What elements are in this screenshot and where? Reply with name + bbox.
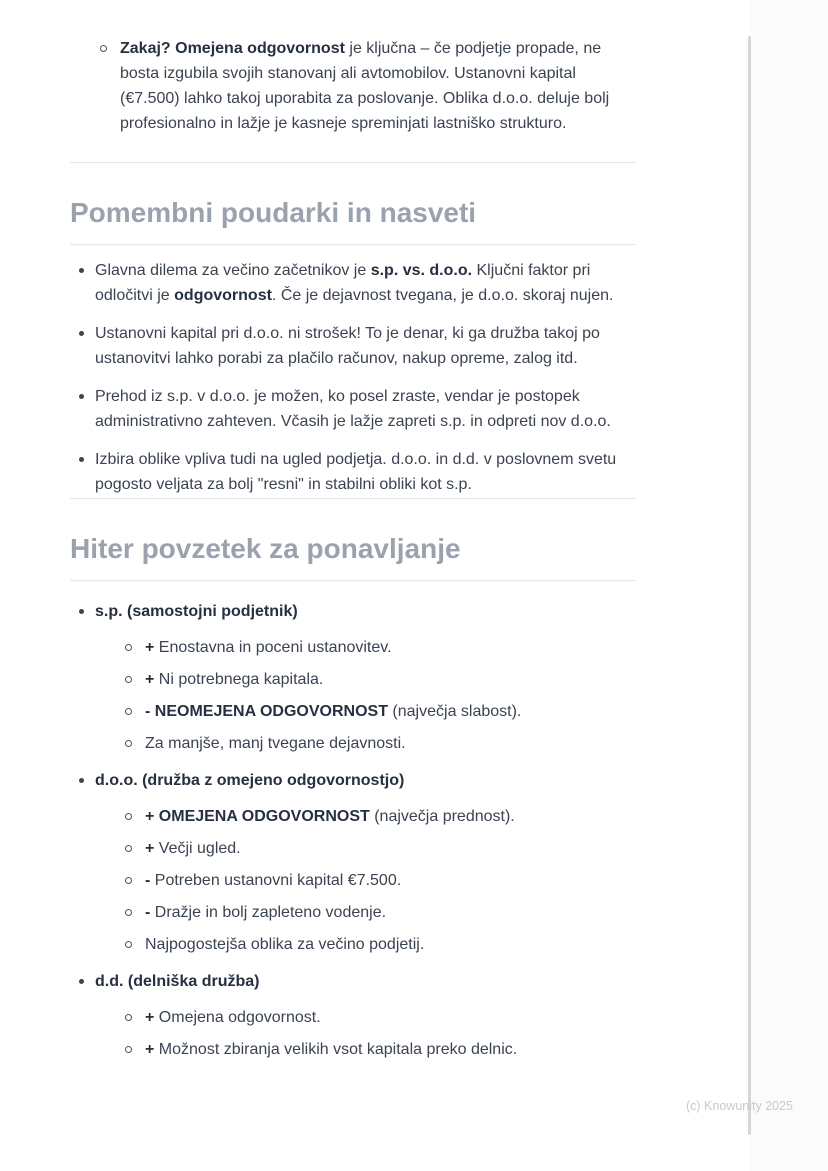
section-heading-highlights: Pomembni poudarki in nasveti [70, 197, 477, 228]
list-group [70, 768, 636, 957]
list-item [95, 635, 636, 660]
text-segment: Glavna dilema za večino začetnikov je [95, 262, 371, 279]
section-heading-summary: Hiter povzetek za ponavljanje [70, 533, 461, 564]
sub-list [95, 635, 636, 756]
text-segment: (največja prednost). [369, 808, 515, 825]
text-segment: Enostavna in poceni ustanovitev. [154, 639, 392, 656]
text-segment: . Če je dejavnost tvegana, je d.o.o. skoraj nujen. [271, 287, 614, 304]
list-item [95, 1005, 636, 1030]
text-segment: Ustanovni kapital pri d.o.o. ni strošek! To je denar, ki ga družba takoj po ustanovitvi lahko porabi za plačilo računov, nakup opreme, zalog itd. [95, 325, 600, 367]
text-segment: + [145, 639, 155, 656]
text-segment: odgovornost [174, 287, 272, 304]
list-item [95, 932, 636, 957]
group-title: d.o.o. (družba z omejeno odgovornostjo) [95, 772, 405, 789]
list-item [95, 667, 636, 692]
section-divider [70, 498, 636, 499]
text-segment: + [145, 1009, 155, 1026]
text-segment: + [145, 671, 155, 688]
heading-underline [70, 244, 636, 245]
section-divider [70, 162, 636, 163]
text-segment: + [145, 840, 155, 857]
list-item [95, 699, 636, 724]
text-segment: (največja slabost). [387, 703, 522, 720]
text-segment: - [145, 872, 151, 889]
page-margin-strip [751, 0, 828, 1171]
copyright-watermark: (c) Knowunity 2025 [686, 1099, 794, 1113]
list-item [95, 1037, 636, 1062]
list-item [95, 804, 636, 829]
text-segment: Omejena odgovornost. [154, 1009, 321, 1026]
text-segment: + [145, 1041, 155, 1058]
text-segment: Ni potrebnega kapitala. [154, 671, 324, 688]
sub-list [95, 804, 636, 957]
document-body [70, 0, 636, 1074]
list-item [70, 321, 636, 371]
group-title: s.p. (samostojni podjetnik) [95, 603, 298, 620]
list-item [70, 447, 636, 497]
text-segment: Izbira oblike vpliva tudi na ugled podjetja. d.o.o. in d.d. v poslovnem svetu pogosto veljata za bolj "resni" in stabilni obliki kot s.p. [95, 451, 617, 493]
list-item [70, 36, 636, 136]
list-item [95, 836, 636, 861]
sub-list [95, 1005, 636, 1062]
summary-list [70, 599, 636, 1062]
text-segment: Večji ugled. [154, 840, 241, 857]
text-segment: - NEOMEJENA ODGOVORNOST [145, 703, 388, 720]
heading-underline [70, 580, 636, 581]
text-segment: + OMEJENA ODGOVORNOST [145, 808, 370, 825]
text-segment: Potreben ustanovni kapital €7.500. [150, 872, 402, 889]
text-segment: s.p. vs. d.o.o. [370, 262, 473, 279]
scrollbar-thumb[interactable] [748, 36, 751, 1135]
list-group [70, 969, 636, 1062]
list-group [70, 599, 636, 756]
intro-list [70, 36, 636, 136]
text-segment: Ključni faktor pri odločitvi je [95, 262, 591, 304]
text-segment: Dražje in bolj zapleteno vodenje. [150, 904, 387, 921]
list-item [95, 868, 636, 893]
text-segment: Prehod iz s.p. v d.o.o. je možen, ko posel zraste, vendar je postopek administrativno zahteven. Včasih je lažje zapreti s.p. in odpreti nov d.o.o. [95, 388, 611, 430]
text-segment: Za manjše, manj tvegane dejavnosti. [145, 735, 406, 752]
text-segment: je ključna – če podjetje propade, ne bosta izgubila svojih stanovanj ali avtomobilov. Ustanovni kapital (€7.500) lahko takoj uporabita za poslovanje. Oblika d.o.o. deluje bolj profesionalno in lažje je kasneje spreminjati lastniško strukturo. [120, 40, 610, 132]
text-segment: - [145, 904, 151, 921]
list-item [95, 900, 636, 925]
text-segment: Najpogostejša oblika za večino podjetij. [145, 936, 425, 953]
list-item [95, 731, 636, 756]
text-segment: Možnost zbiranja velikih vsot kapitala preko delnic. [154, 1041, 518, 1058]
list-item [70, 258, 636, 308]
text-segment: Zakaj? Omejena odgovornost [120, 40, 345, 57]
highlights-list [70, 258, 636, 497]
group-title: d.d. (delniška družba) [95, 973, 260, 990]
list-item [70, 384, 636, 434]
